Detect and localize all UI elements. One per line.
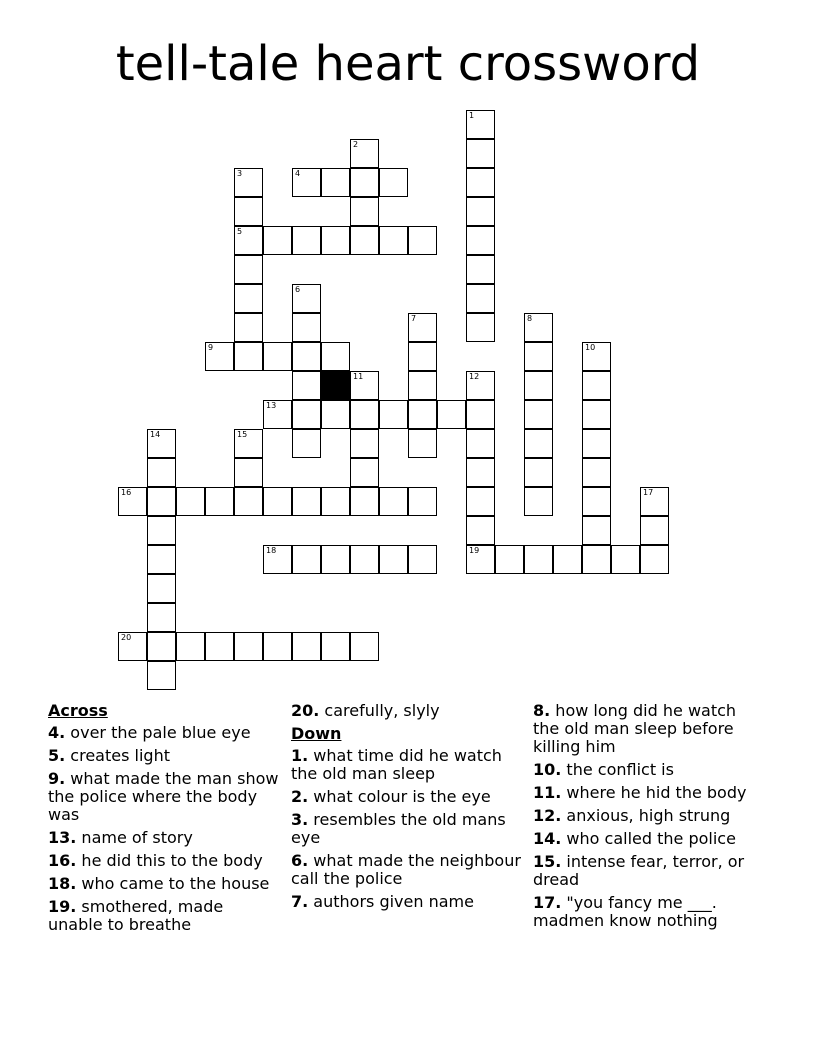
grid-cell[interactable]	[553, 545, 582, 574]
clue-num: 1.	[291, 746, 309, 765]
clue-number: 4	[295, 169, 301, 178]
grid-cell[interactable]	[466, 313, 495, 342]
grid-cell[interactable]	[321, 545, 350, 574]
clue-text: resembles the old mans eye	[291, 810, 506, 847]
grid-cell[interactable]	[234, 313, 263, 342]
grid-cell[interactable]	[524, 429, 553, 458]
grid-cell[interactable]	[292, 342, 321, 371]
grid-cell[interactable]	[408, 545, 437, 574]
grid-cell[interactable]	[611, 545, 640, 574]
grid-cell[interactable]	[524, 487, 553, 516]
grid-cell[interactable]	[350, 632, 379, 661]
grid-cell[interactable]	[147, 429, 176, 458]
clue-text: what time did he watch the old man sleep	[291, 746, 502, 783]
clue-item	[533, 761, 765, 779]
clue-item	[291, 788, 523, 806]
clue-text: what made the neighbour call the police	[291, 851, 521, 888]
grid-cell[interactable]	[147, 458, 176, 487]
grid-cell[interactable]	[408, 400, 437, 429]
grid-cell[interactable]	[292, 284, 321, 313]
grid-cell[interactable]	[524, 400, 553, 429]
grid-cell[interactable]	[408, 487, 437, 516]
clue-item	[48, 829, 280, 847]
clue-number: 16	[121, 488, 132, 497]
grid-cell[interactable]	[292, 429, 321, 458]
grid-cell[interactable]	[582, 429, 611, 458]
grid-cell[interactable]	[408, 371, 437, 400]
clue-item	[48, 852, 280, 870]
grid-cell[interactable]	[350, 545, 379, 574]
grid-cell[interactable]	[524, 458, 553, 487]
clue-text: intense fear, terror, or dread	[533, 852, 745, 889]
clue-number: 2	[353, 140, 359, 149]
grid-cell[interactable]	[350, 458, 379, 487]
clue-number: 18	[266, 546, 277, 555]
grid-cell[interactable]	[466, 110, 495, 139]
grid-cell[interactable]	[466, 371, 495, 400]
grid-cell[interactable]	[292, 632, 321, 661]
grid-cell[interactable]	[524, 313, 553, 342]
grid-cell[interactable]	[176, 632, 205, 661]
grid-cell[interactable]	[263, 487, 292, 516]
clue-num: 20.	[291, 701, 320, 720]
grid-cell[interactable]	[466, 429, 495, 458]
grid-cell[interactable]	[466, 400, 495, 429]
grid-cell[interactable]	[147, 632, 176, 661]
grid-cell[interactable]	[466, 139, 495, 168]
grid-cell[interactable]	[582, 371, 611, 400]
grid-cell[interactable]	[292, 400, 321, 429]
grid-cell[interactable]	[147, 661, 176, 690]
clue-text: "you fancy me ___. madmen know nothing	[533, 893, 718, 930]
clue-number: 11	[353, 372, 364, 381]
grid-cell[interactable]	[321, 342, 350, 371]
grid-cell[interactable]	[321, 400, 350, 429]
grid-cell[interactable]	[263, 545, 292, 574]
grid-cell[interactable]	[147, 574, 176, 603]
grid-cell[interactable]	[118, 487, 147, 516]
clue-item	[291, 702, 523, 720]
grid-cell[interactable]	[437, 400, 466, 429]
grid-cell[interactable]	[379, 400, 408, 429]
grid-cell[interactable]	[350, 168, 379, 197]
clue-item	[533, 702, 765, 756]
grid-cell[interactable]	[350, 429, 379, 458]
grid-cell[interactable]	[408, 429, 437, 458]
clue-item	[291, 852, 523, 888]
grid-cell[interactable]	[495, 545, 524, 574]
clues-column-3	[533, 702, 765, 935]
grid-cell[interactable]	[524, 371, 553, 400]
clue-num: 13.	[48, 828, 77, 847]
clue-number: 8	[527, 314, 533, 323]
clue-num: 15.	[533, 852, 562, 871]
clue-number: 13	[266, 401, 277, 410]
grid-cell[interactable]	[321, 226, 350, 255]
grid-cell[interactable]	[263, 342, 292, 371]
clue-number: 15	[237, 430, 248, 439]
clue-num: 5.	[48, 746, 66, 765]
grid-cell[interactable]	[379, 487, 408, 516]
clue-text: name of story	[76, 828, 193, 847]
clue-number: 20	[121, 633, 132, 642]
clue-item	[48, 898, 280, 934]
grid-cell[interactable]	[263, 226, 292, 255]
grid-cell[interactable]	[234, 284, 263, 313]
clue-number: 14	[150, 430, 161, 439]
grid-cell[interactable]	[292, 371, 321, 400]
clue-number: 12	[469, 372, 480, 381]
clue-text: where he hid the body	[561, 783, 747, 802]
clue-text: who came to the house	[76, 874, 270, 893]
grid-cell[interactable]	[466, 197, 495, 226]
grid-cell[interactable]	[466, 226, 495, 255]
clue-heading: Across	[48, 701, 108, 720]
grid-cell[interactable]	[524, 545, 553, 574]
clue-item	[291, 811, 523, 847]
grid-cell[interactable]	[408, 226, 437, 255]
grid-cell[interactable]	[350, 400, 379, 429]
grid-cell[interactable]	[263, 400, 292, 429]
clue-text: carefully, slyly	[319, 701, 440, 720]
grid-cell[interactable]	[524, 342, 553, 371]
clue-text: creates light	[65, 746, 170, 765]
grid-cell[interactable]	[466, 458, 495, 487]
grid-cell[interactable]	[466, 168, 495, 197]
clue-num: 9.	[48, 769, 66, 788]
grid-cell[interactable]	[466, 545, 495, 574]
grid-cell[interactable]	[292, 226, 321, 255]
grid-cell[interactable]	[205, 342, 234, 371]
clue-item	[48, 724, 280, 742]
clue-text: what made the man show the police where the body was	[48, 769, 279, 824]
clues-column-1	[48, 702, 280, 939]
grid-cell[interactable]	[321, 168, 350, 197]
grid-cell[interactable]	[350, 226, 379, 255]
clue-number: 1	[469, 111, 475, 120]
grid-cell[interactable]	[147, 487, 176, 516]
clue-number: 5	[237, 227, 243, 236]
grid-cell[interactable]	[466, 487, 495, 516]
clue-number: 6	[295, 285, 301, 294]
grid-cell[interactable]	[205, 632, 234, 661]
clue-number: 19	[469, 546, 480, 555]
grid-cell[interactable]	[350, 371, 379, 400]
clue-text: who called the police	[561, 829, 736, 848]
grid-cell[interactable]	[582, 400, 611, 429]
grid-cell[interactable]	[292, 487, 321, 516]
clue-num: 12.	[533, 806, 562, 825]
grid-cell[interactable]	[234, 168, 263, 197]
grid-cell[interactable]	[466, 284, 495, 313]
clue-text: over the pale blue eye	[65, 723, 251, 742]
grid-cell[interactable]	[176, 487, 205, 516]
clue-num: 17.	[533, 893, 562, 912]
clue-number: 7	[411, 314, 417, 323]
clue-num: 8.	[533, 701, 551, 720]
grid-cell[interactable]	[408, 342, 437, 371]
grid-cell[interactable]	[350, 487, 379, 516]
clue-num: 6.	[291, 851, 309, 870]
clue-text: anxious, high strung	[561, 806, 731, 825]
clue-text: he did this to the body	[76, 851, 263, 870]
clue-num: 3.	[291, 810, 309, 829]
grid-cell[interactable]	[582, 487, 611, 516]
grid-cell[interactable]	[640, 516, 669, 545]
clue-number: 10	[585, 343, 596, 352]
clue-num: 7.	[291, 892, 309, 911]
clue-text: how long did he watch the old man sleep before killing him	[533, 701, 737, 756]
page-title: tell-tale heart crossword	[115, 36, 701, 92]
grid-cell[interactable]	[147, 516, 176, 545]
grid-cell[interactable]	[234, 226, 263, 255]
grid-cell[interactable]	[118, 632, 147, 661]
clue-heading: Down	[291, 724, 342, 743]
clue-item	[533, 807, 765, 825]
black-cell	[321, 371, 350, 400]
grid-cell[interactable]	[234, 429, 263, 458]
grid-cell[interactable]	[466, 516, 495, 545]
clue-item	[533, 784, 765, 802]
clue-num: 18.	[48, 874, 77, 893]
grid-cell[interactable]	[321, 632, 350, 661]
grid-cell[interactable]	[292, 313, 321, 342]
clue-number: 3	[237, 169, 243, 178]
grid-cell[interactable]	[640, 487, 669, 516]
grid-cell[interactable]	[582, 516, 611, 545]
clue-item	[533, 853, 765, 889]
clue-num: 4.	[48, 723, 66, 742]
clue-item	[48, 875, 280, 893]
grid-cell[interactable]	[234, 342, 263, 371]
grid-cell[interactable]	[147, 603, 176, 632]
grid-cell[interactable]	[379, 168, 408, 197]
clue-num: 11.	[533, 783, 562, 802]
clue-text: smothered, made unable to breathe	[48, 897, 224, 934]
grid-cell[interactable]	[582, 342, 611, 371]
clue-number: 9	[208, 343, 214, 352]
grid-cell[interactable]	[234, 632, 263, 661]
grid-cell[interactable]	[350, 197, 379, 226]
grid-cell[interactable]	[147, 545, 176, 574]
clue-item	[291, 893, 523, 911]
clue-item	[533, 830, 765, 848]
grid-cell[interactable]	[234, 197, 263, 226]
clue-text: what colour is the eye	[308, 787, 491, 806]
grid-cell[interactable]	[292, 545, 321, 574]
clue-text: the conflict is	[561, 760, 674, 779]
clue-num: 19.	[48, 897, 77, 916]
grid-cell[interactable]	[234, 487, 263, 516]
clue-number: 17	[643, 488, 654, 497]
clue-item	[48, 770, 280, 824]
clues-column-2	[291, 702, 523, 916]
clue-num: 14.	[533, 829, 562, 848]
grid-cell[interactable]	[205, 487, 234, 516]
grid-cell[interactable]	[234, 458, 263, 487]
clue-text: authors given name	[308, 892, 474, 911]
clue-num: 10.	[533, 760, 562, 779]
clue-num: 16.	[48, 851, 77, 870]
clue-num: 2.	[291, 787, 309, 806]
clue-item	[533, 894, 765, 930]
grid-cell[interactable]	[466, 255, 495, 284]
grid-cell[interactable]	[263, 632, 292, 661]
clue-item	[291, 747, 523, 783]
grid-cell[interactable]	[350, 139, 379, 168]
grid-cell[interactable]	[292, 168, 321, 197]
grid-cell[interactable]	[582, 458, 611, 487]
grid-cell[interactable]	[379, 545, 408, 574]
grid-cell[interactable]	[582, 545, 611, 574]
grid-cell[interactable]	[321, 487, 350, 516]
grid-cell[interactable]	[379, 226, 408, 255]
clue-item	[48, 747, 280, 765]
grid-cell[interactable]	[408, 313, 437, 342]
grid-cell[interactable]	[234, 255, 263, 284]
grid-cell[interactable]	[640, 545, 669, 574]
